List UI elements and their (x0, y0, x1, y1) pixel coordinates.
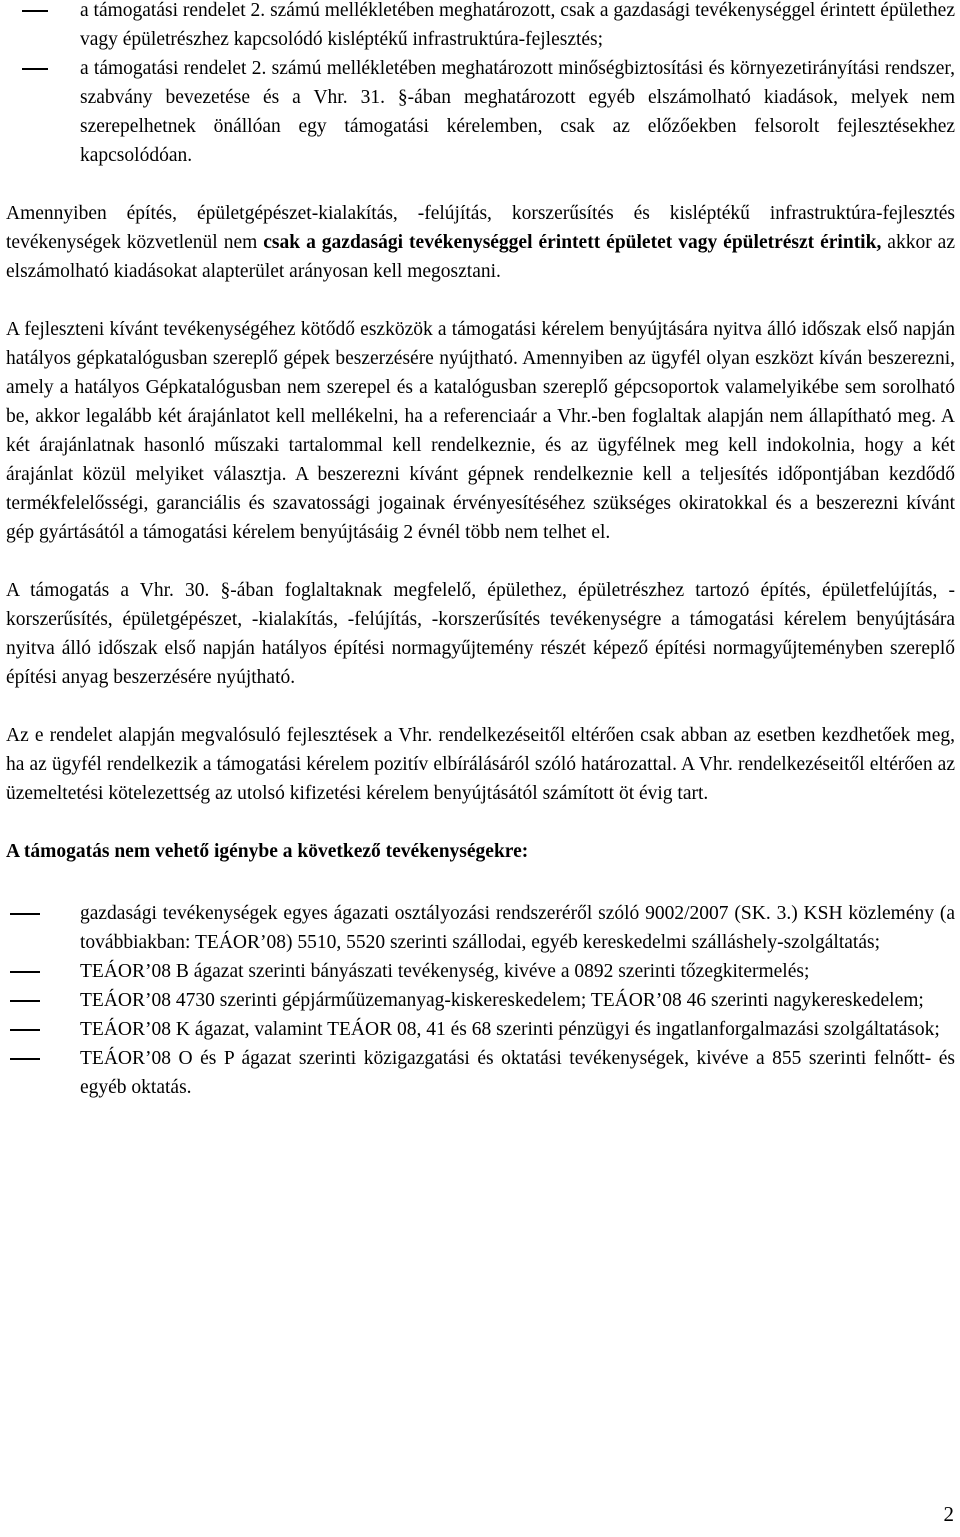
paragraph-machine-catalogue: A fejleszteni kívánt tevékenységéhez kötődő eszközök a támogatási kérelem benyújtására nyitva álló időszak első napján hatályos gépkatalógusban szereplő gépek beszerzésére nyújtható. Amennyiben az ügyfél olyan eszközt kíván beszerezni, amely a hatályos Gépkatalógusban nem szerepel és a katalógusban szereplő gépcsoportok valamelyikébe sem sorolható be, akkor legalább két árajánlatot kell mellékelni, ha a referenciaár a Vhr.-ben foglaltak alapján nem állapítható meg. A két árajánlatnak hasonló műszaki tartalommal kell rendelkeznie, és az ügyfélnek meg kell indokolnia, hogy a két árajánlat közül melyiket választja. A beszerezni kívánt gépnek rendelkeznie kell a teljesítés időpontjában kezdődő termékfelelősségi, garanciális és szavatossági jogainak érvényesítéséhez szükséges okiratokkal és a beszerezni kívánt gép gyártásától a támogatási kérelem benyújtásáig 2 évnél több nem telhet el. (6, 319, 955, 543)
list-item: a támogatási rendelet 2. számú mellékletében meghatározott, csak a gazdasági tevékenységgel érintett épülethez vagy épületrészhez kapcsolódó kisléptékű infrastruktúra-fejlesztés; (6, 0, 955, 54)
page-number: 2 (943, 1502, 954, 1526)
list-item: gazdasági tevékenységek egyes ágazati osztályozási rendszeréről szóló 9002/2007 (SK. 3.) KSH közlemény (a továbbiakban: TEÁOR’08) 5510, 5520 szerinti szállodai, egyéb kereskedelmi szálláshely-szolgáltatás; (6, 899, 955, 957)
paragraph-proportional-allocation: Amennyiben építés, épületgépészet-kialakítás, -felújítás, korszerűsítés és kisléptékű infrastruktúra-fejlesztés tevékenységek közvetlenül nem csak a gazdasági tevékenységgel érintett épületet vagy épületrészt érintik, akkor az elszámolható kiadásokat alapterület arányosan kell megosztani. (6, 203, 955, 282)
list-item: TEÁOR’08 K ágazat, valamint TEÁOR 08, 41 és 68 szerinti pénzügyi és ingatlanforgalmazási szolgáltatások; (6, 1015, 955, 1044)
paragraph-start-of-development: Az e rendelet alapján megvalósuló fejlesztések a Vhr. rendelkezéseitől eltérően csak abban az esetben kezdhetőek meg, ha az ügyfél rendelkezik a támogatási kérelem pozitív elbírálásáról szóló határozattal. A Vhr. rendelkezéseitől eltérően az üzemeltetési kötelezettség az utolsó kifizetési kérelem benyújtásától számított öt évig tart. (6, 725, 955, 804)
list-item: TEÁOR’08 4730 szerinti gépjárműüzemanyag-kiskereskedelem; TEÁOR’08 46 szerinti nagykereskedelem; (6, 986, 955, 1015)
section-heading: A támogatás nem vehető igénybe a következő tevékenységekre: (6, 841, 529, 862)
list-item: TEÁOR’08 B ágazat szerinti bányászati tevékenység, kivéve a 0892 szerinti tőzegkitermelés; (6, 957, 955, 986)
list-item: a támogatási rendelet 2. számú mellékletében meghatározott minőségbiztosítási és környezetirányítási rendszer, szabvány bevezetése és a Vhr. 31. §-ában meghatározott egyéb elszámolható kiadások, melyek nem szerepelhetnek önállóan egy támogatási kérelemben, csak az előzőekben felsorolt fejlesztésekhez kapcsolódóan. (6, 54, 955, 170)
list-item: TEÁOR’08 O és P ágazat szerinti közigazgatási és oktatási tevékenységek, kivéve a 855 szerinti felnőtt- és egyéb oktatás. (6, 1044, 955, 1102)
document-page (6, 0, 955, 1102)
paragraph-building-norms: A támogatás a Vhr. 30. §-ában foglaltaknak megfelelő, épülethez, épületrészhez tartozó építés, épületfelújítás, -korszerűsítés, épületgépészet, -kialakítás, -felújítás, -korszerűsítés tevékenységre a támogatási kérelem benyújtására nyitva álló időszak első napján hatályos építési normagyűjtemény részét képező építési normagyűjteményben szereplő építési anyag beszerzésére nyújtható. (6, 580, 955, 688)
eligible-costs-list (6, 0, 955, 170)
excluded-activities-list (6, 899, 955, 1102)
bold-emphasis: csak a gazdasági tevékenységgel érintett épületet vagy épületrészt érintik, (263, 232, 882, 253)
